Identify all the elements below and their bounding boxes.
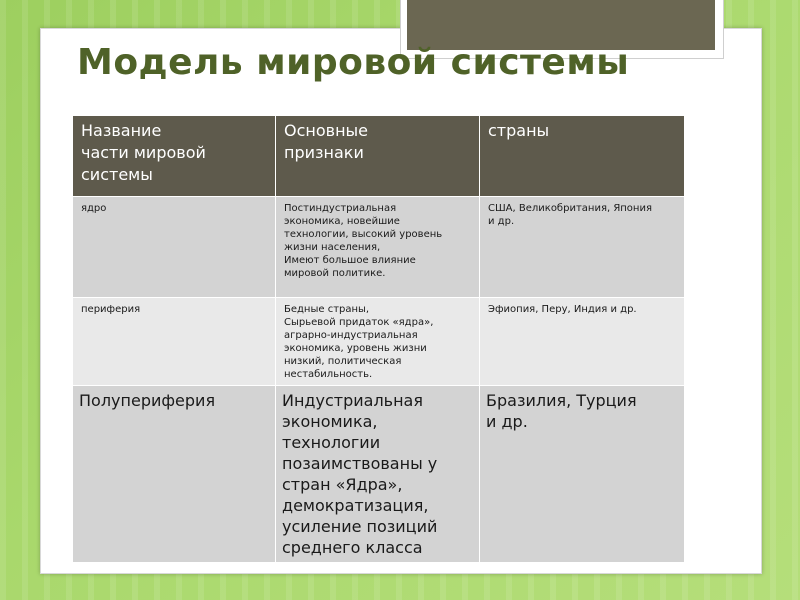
- header-features: Основные признаки: [276, 116, 480, 197]
- cell-countries: Бразилия, Турция и др.: [480, 386, 685, 563]
- cell-part: ядро: [73, 197, 276, 298]
- cell-features: Постиндустриальная экономика, новейшие технологии, высокий уровень жизни населения, Имеют большое влияние мировой политике.: [276, 197, 480, 298]
- world-system-table: [72, 115, 685, 563]
- slide-title: Модель мировой системы: [77, 42, 630, 83]
- cell-countries: Эфиопия, Перу, Индия и др.: [480, 298, 685, 386]
- cell-features: Индустриальная экономика, технологии позаимствованы у стран «Ядра», демократизация, усиление позиций среднего класса: [276, 386, 480, 563]
- table-row: [73, 386, 685, 563]
- table-row: [73, 298, 685, 386]
- cell-features: Бедные страны, Сырьевой придаток «ядра», аграрно-индустриальная экономика, уровень жизни низкий, политическая нестабильность.: [276, 298, 480, 386]
- table-row: [73, 197, 685, 298]
- cell-countries: США, Великобритания, Япония и др.: [480, 197, 685, 298]
- header-part-name: Название части мировой системы: [73, 116, 276, 197]
- cell-part: Полупериферия: [73, 386, 276, 563]
- header-countries: страны: [480, 116, 685, 197]
- table-header-row: [73, 116, 685, 197]
- cell-part: периферия: [73, 298, 276, 386]
